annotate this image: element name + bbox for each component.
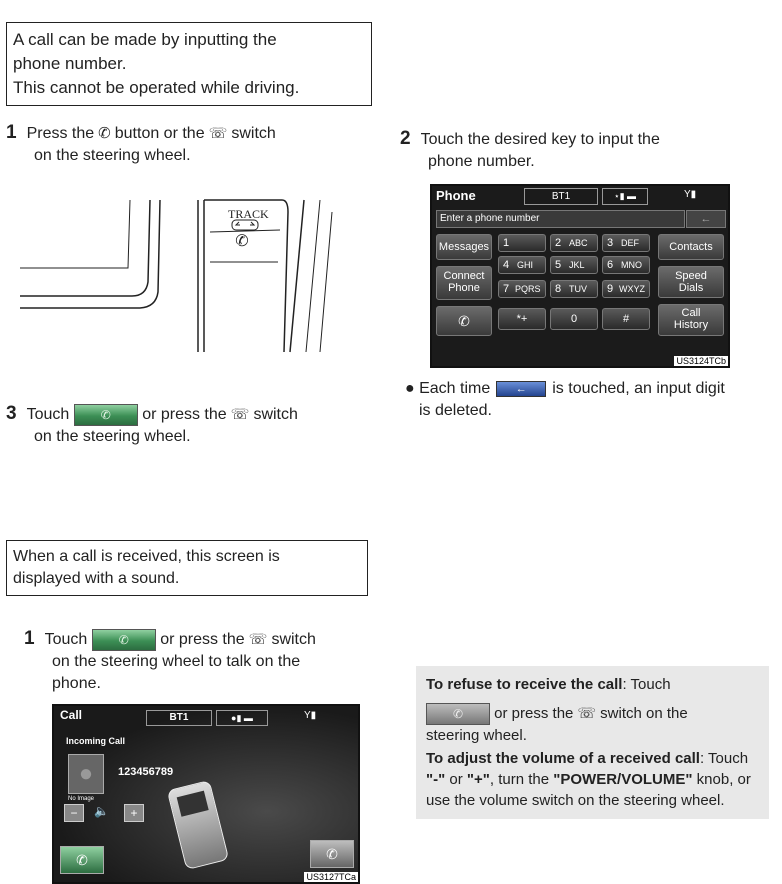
key-4[interactable] xyxy=(498,256,546,274)
key-4-letters: GHI xyxy=(517,260,534,270)
step-3-line-2: on the steering wheel. xyxy=(34,428,191,445)
key-7-letters: PQRS xyxy=(515,284,541,294)
key-8[interactable] xyxy=(550,280,598,298)
call-button[interactable]: ✆ xyxy=(436,306,492,336)
key-2-digit: 2 xyxy=(555,237,562,249)
key-3-digit: 3 xyxy=(607,237,614,249)
bullet-line-2: is deleted. xyxy=(419,402,492,419)
mobile-phone-illustration xyxy=(167,780,230,870)
intro-line-1: A call can be made by inputting the xyxy=(13,30,277,49)
key-3-letters: DEF xyxy=(621,238,639,248)
call-status-icons: ●▮ ▬ xyxy=(216,710,268,726)
refuse-text-b: or press the xyxy=(494,705,574,722)
step-2-line-1: Touch the desired key to input the xyxy=(420,131,660,148)
volume-minus: "-" xyxy=(426,771,446,789)
steering-switch-icon: ☏ xyxy=(230,406,250,423)
green-call-button-icon: ✆ xyxy=(74,404,138,426)
key-2[interactable] xyxy=(550,234,598,252)
caller-number: 123456789 xyxy=(118,766,174,778)
refuse-text-c: switch on the xyxy=(600,705,688,722)
delete-bullet xyxy=(405,378,775,422)
receive-step-1-text-c: switch xyxy=(271,631,316,648)
receive-step-1-text-b: or press the xyxy=(160,631,245,648)
volume-up-button[interactable]: + xyxy=(124,804,144,822)
steering-wheel-illustration xyxy=(20,192,340,354)
receive-step-1-number: 1 xyxy=(24,628,35,649)
volume-plus: "+" xyxy=(466,771,490,789)
volume-label: To adjust the volume of a received call xyxy=(426,750,700,768)
incoming-line-1: When a call is received, this screen is xyxy=(13,548,280,565)
volume-text-a: : Touch xyxy=(699,750,749,768)
call-device-name: BT1 xyxy=(146,710,212,726)
volume-or: or xyxy=(445,771,467,789)
key-8-letters: TUV xyxy=(569,284,587,294)
key-0[interactable] xyxy=(550,308,598,330)
track-label: TRACK xyxy=(228,207,269,221)
step-1-text-a: Press the xyxy=(26,125,95,142)
step-2 xyxy=(400,128,770,173)
signal-icon: Y▮ xyxy=(684,189,697,200)
power-volume-label: "POWER/VOLUME" xyxy=(553,771,693,789)
call-signal-icon: Y▮ xyxy=(304,710,317,721)
delete-button[interactable]: ← xyxy=(686,210,726,228)
key-star-label: *+ xyxy=(516,313,528,325)
steering-switch-icon: ☏ xyxy=(577,705,597,722)
step-3-text-c: switch xyxy=(253,406,298,423)
step-3 xyxy=(6,403,376,448)
key-1[interactable] xyxy=(498,234,546,252)
back-arrow-icon: ← xyxy=(496,381,546,397)
step-1-number: 1 xyxy=(6,122,17,143)
refuse-text-d: steering wheel. xyxy=(426,727,527,745)
messages-button[interactable]: Messages xyxy=(436,234,492,260)
step-1-text-c: switch xyxy=(231,125,276,142)
refuse-text-a: : Touch xyxy=(622,676,671,693)
decline-button[interactable]: ✆ xyxy=(310,840,354,868)
green-answer-button-icon: ✆ xyxy=(92,629,156,651)
step-2-line-2: phone number. xyxy=(428,153,535,170)
decline-button-icon: ✆ xyxy=(426,703,490,725)
call-history-button[interactable]: Call History xyxy=(658,304,724,336)
volume-paragraph xyxy=(426,748,759,811)
receive-step-1-text-a: Touch xyxy=(44,631,88,648)
bullet-text-b: is touched, an input digit xyxy=(552,380,725,397)
key-8-digit: 8 xyxy=(555,283,562,295)
caller-avatar: ● xyxy=(68,754,104,794)
volume-text-c: knob, or use the volume switch on the steering wheel. xyxy=(426,771,751,810)
device-name: BT1 xyxy=(524,188,598,205)
step-1 xyxy=(6,122,376,167)
volume-text-b: , turn the xyxy=(489,771,554,789)
step-3-text-b: or press the xyxy=(142,406,227,423)
key-5-digit: 5 xyxy=(555,259,562,271)
key-hash[interactable] xyxy=(602,308,650,330)
step-1-line-2: on the steering wheel. xyxy=(34,147,191,164)
key-1-digit: 1 xyxy=(503,237,510,249)
speed-dials-button[interactable]: Speed Dials xyxy=(658,266,724,298)
receive-step-1-line-2: on the steering wheel to talk on the xyxy=(52,653,301,670)
key-7-digit: 7 xyxy=(503,283,510,295)
step-2-number: 2 xyxy=(400,128,411,149)
step-3-number: 3 xyxy=(6,403,17,424)
connect-phone-button[interactable]: Connect Phone xyxy=(436,266,492,300)
key-5[interactable] xyxy=(550,256,598,274)
volume-down-button[interactable]: − xyxy=(64,804,84,822)
step-1-text-b: button or the xyxy=(114,125,205,142)
svg-text:✆: ✆ xyxy=(235,231,249,250)
key-9-letters: WXYZ xyxy=(619,284,645,294)
receive-step-1-line-3: phone. xyxy=(52,675,101,692)
speaker-icon: 🔈 xyxy=(94,804,109,818)
key-9[interactable] xyxy=(602,280,650,298)
info-box xyxy=(416,666,769,819)
figure-code: US3124TCb xyxy=(676,356,726,366)
receive-step-1 xyxy=(24,628,364,695)
key-9-digit: 9 xyxy=(607,283,614,295)
answer-button[interactable]: ✆ xyxy=(60,846,104,874)
intro-line-2: phone number. xyxy=(13,54,127,73)
step-3-text-a: Touch xyxy=(26,406,70,423)
phone-title: Phone xyxy=(436,188,476,203)
key-star[interactable] xyxy=(498,308,546,330)
call-title: Call xyxy=(60,708,83,722)
key-7[interactable] xyxy=(498,280,546,298)
call-figure-code: US3127TCa xyxy=(306,872,356,882)
incoming-call-box xyxy=(6,540,368,596)
intro-box xyxy=(6,22,372,106)
refuse-label: To refuse to receive the call xyxy=(426,676,623,693)
key-6[interactable] xyxy=(602,256,650,274)
bullet-dot: ● xyxy=(405,380,420,397)
key-hash-label: # xyxy=(622,313,630,325)
incoming-call-label: Incoming Call xyxy=(66,736,126,746)
key-3[interactable] xyxy=(602,234,650,252)
key-2-letters: ABC xyxy=(569,238,588,248)
steering-switch-icon: ☏ xyxy=(248,631,268,648)
phone-handset-icon: ✆ xyxy=(98,125,111,142)
status-icons: ⋆▮ ▬ xyxy=(602,188,648,205)
key-6-digit: 6 xyxy=(607,259,614,271)
steering-switch-icon: ☏ xyxy=(208,125,228,142)
key-6-letters: MNO xyxy=(621,260,642,270)
bullet-text-a: Each time xyxy=(419,380,491,397)
refuse-paragraph xyxy=(426,674,759,746)
phone-keypad-screen xyxy=(430,184,730,368)
key-0-label: 0 xyxy=(570,313,578,325)
incoming-line-2: displayed with a sound. xyxy=(13,570,180,587)
key-4-digit: 4 xyxy=(503,259,510,271)
intro-line-3: This cannot be operated while driving. xyxy=(13,78,300,97)
key-5-letters: JKL xyxy=(569,260,585,270)
phone-number-input[interactable]: Enter a phone number xyxy=(436,210,685,228)
contacts-button[interactable]: Contacts xyxy=(658,234,724,260)
no-image-label: No Image xyxy=(68,796,95,802)
incoming-call-screen xyxy=(52,704,360,884)
